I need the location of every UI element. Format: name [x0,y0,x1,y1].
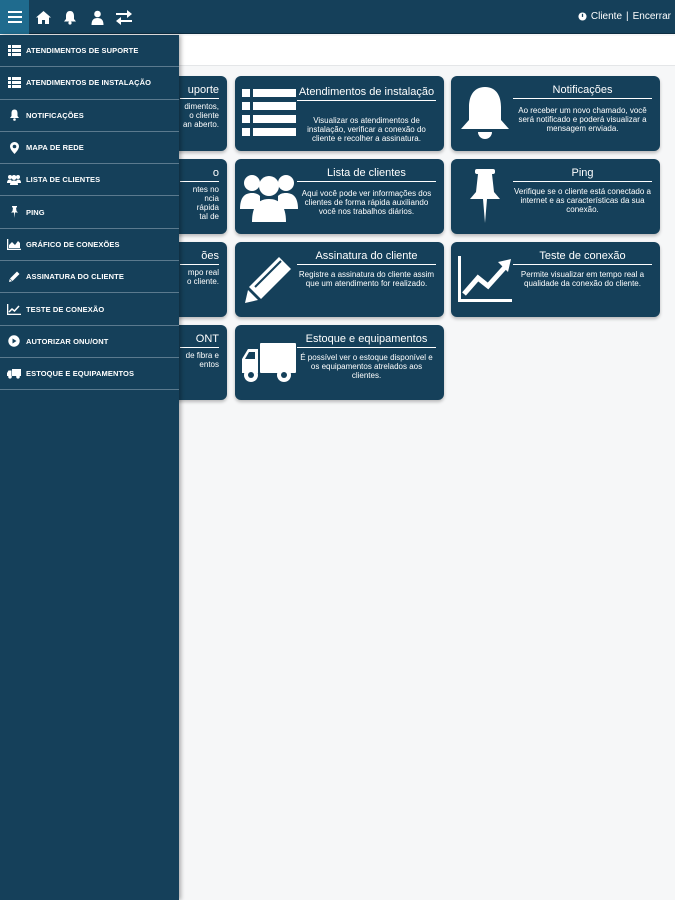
users-icon [239,165,299,227]
card-description: Verifique se o cliente está conectado a internet e as características da sua conexão. [514,187,651,214]
sidebar-item-assinatura-do-cliente[interactable] [0,261,179,293]
page-header-strip [179,36,675,66]
sidebar-item-label: GRÁFICO DE CONEXÕES [26,239,120,249]
top-bar [0,0,675,34]
user-menu [578,11,671,22]
card-ping[interactable] [451,159,660,234]
card-description: Aqui você pode ver informações dos clientes de forma rápida auxiliando você nos trabalhos diários. [301,189,432,216]
card-description: É possível ver o estoque disponível e os equipamentos atrelados aos clientes. [300,353,433,380]
thumbtack-icon [7,205,21,219]
card-title: Notificações [513,84,652,99]
sidebar-item-teste-de-conexao[interactable] [0,293,179,325]
card-title: Atendimentos de instalação [297,86,436,101]
home-icon [35,10,52,25]
sidebar-item-estoque-e-equipamentos[interactable] [0,358,179,390]
transfer-button[interactable] [114,7,134,27]
card-description: de fibra e entos [185,351,219,369]
card-atendimentos-instalacao[interactable] [235,76,444,151]
profile-button[interactable] [87,7,107,27]
map-marker-icon [7,141,21,155]
card-description: Registre a assinatura do cliente assim que um atendimento for realizado. [298,270,435,288]
card-title: Assinatura do cliente [297,250,436,265]
card-title: ONT [180,333,219,348]
card-estoque-e-equipamentos[interactable] [235,325,444,400]
thumbtack-icon [455,165,515,227]
area-chart-icon [7,237,21,251]
line-chart-icon [455,248,515,310]
card-title: Ping [513,167,652,182]
truck-icon [7,367,21,381]
separator: | [626,11,629,22]
sidebar-item-label: ESTOQUE E EQUIPAMENTOS [26,369,135,379]
hamburger-icon [7,10,23,24]
card-description: Permite visualizar em tempo real a qualidade da conexão do cliente. [520,270,645,288]
card-teste-de-conexao[interactable] [451,242,660,317]
sidebar-item-label: TESTE DE CONEXÃO [26,304,105,314]
sidebar-item-label: ASSINATURA DO CLIENTE [26,272,124,282]
power-icon [578,12,587,21]
card-lista-de-clientes[interactable] [235,159,444,234]
sidebar-item-notificacoes[interactable] [0,100,179,132]
card-title: Estoque e equipamentos [297,333,436,348]
list-icon [7,44,21,58]
sidebar-item-label: ATENDIMENTOS DE INSTALAÇÃO [26,78,152,88]
sidebar-item-label: NOTIFICAÇÕES [26,110,84,120]
sidebar-item-ping[interactable] [0,196,179,228]
user-icon [91,10,104,25]
home-button[interactable] [33,7,53,27]
sidebar-menu [0,35,179,900]
card-title: uporte [180,84,219,99]
truck-icon [239,331,299,393]
sidebar-item-label: AUTORIZAR ONU/ONT [26,336,109,346]
card-description: ntes no ncia rápida tal de [192,185,219,221]
user-link[interactable]: Cliente [590,11,623,22]
card-title: o [180,167,219,182]
list-icon [7,76,21,90]
sidebar-item-label: ATENDIMENTOS DE SUPORTE [26,46,139,56]
line-chart-icon [7,302,21,316]
sidebar-item-label: MAPA DE REDE [26,143,84,153]
card-title: Lista de clientes [297,167,436,182]
card-description: Visualizar os atendimentos de instalação, verificar a conexão do cliente e recolher a assinatura. [307,116,426,143]
sidebar-item-label: LISTA DE CLIENTES [26,175,101,185]
card-assinatura-do-cliente[interactable] [235,242,444,317]
sidebar-item-atendimentos-suporte[interactable] [0,35,179,67]
pencil-icon [7,270,21,284]
play-circle-icon [7,334,21,348]
sidebar-item-grafico-de-conexoes[interactable] [0,229,179,261]
sidebar-item-autorizar-onu-ont[interactable] [0,326,179,358]
logout-link[interactable]: Encerrar [632,11,671,22]
exchange-icon [115,10,133,25]
card-title: ões [180,250,219,265]
sidebar-item-mapa-de-rede[interactable] [0,132,179,164]
bell-icon [455,82,515,144]
notifications-button[interactable] [60,7,80,27]
card-title: Teste de conexão [513,250,652,265]
card-description: mpo real o cliente. [186,268,219,286]
users-icon [7,173,21,187]
sidebar-item-atendimentos-instalacao[interactable] [0,67,179,99]
list-icon [239,82,299,144]
bell-icon [63,10,77,25]
sidebar-item-label: PING [26,207,45,217]
menu-toggle-button[interactable] [0,0,29,34]
card-notificacoes[interactable] [451,76,660,151]
card-description: Ao receber um novo chamado, você será notificado e poderá visualizar a mensagem enviada. [518,106,647,133]
pencil-icon [239,248,299,310]
card-description: dimentos, o cliente an aberto. [182,102,219,129]
bell-icon [7,108,21,122]
sidebar-item-lista-de-clientes[interactable] [0,164,179,196]
